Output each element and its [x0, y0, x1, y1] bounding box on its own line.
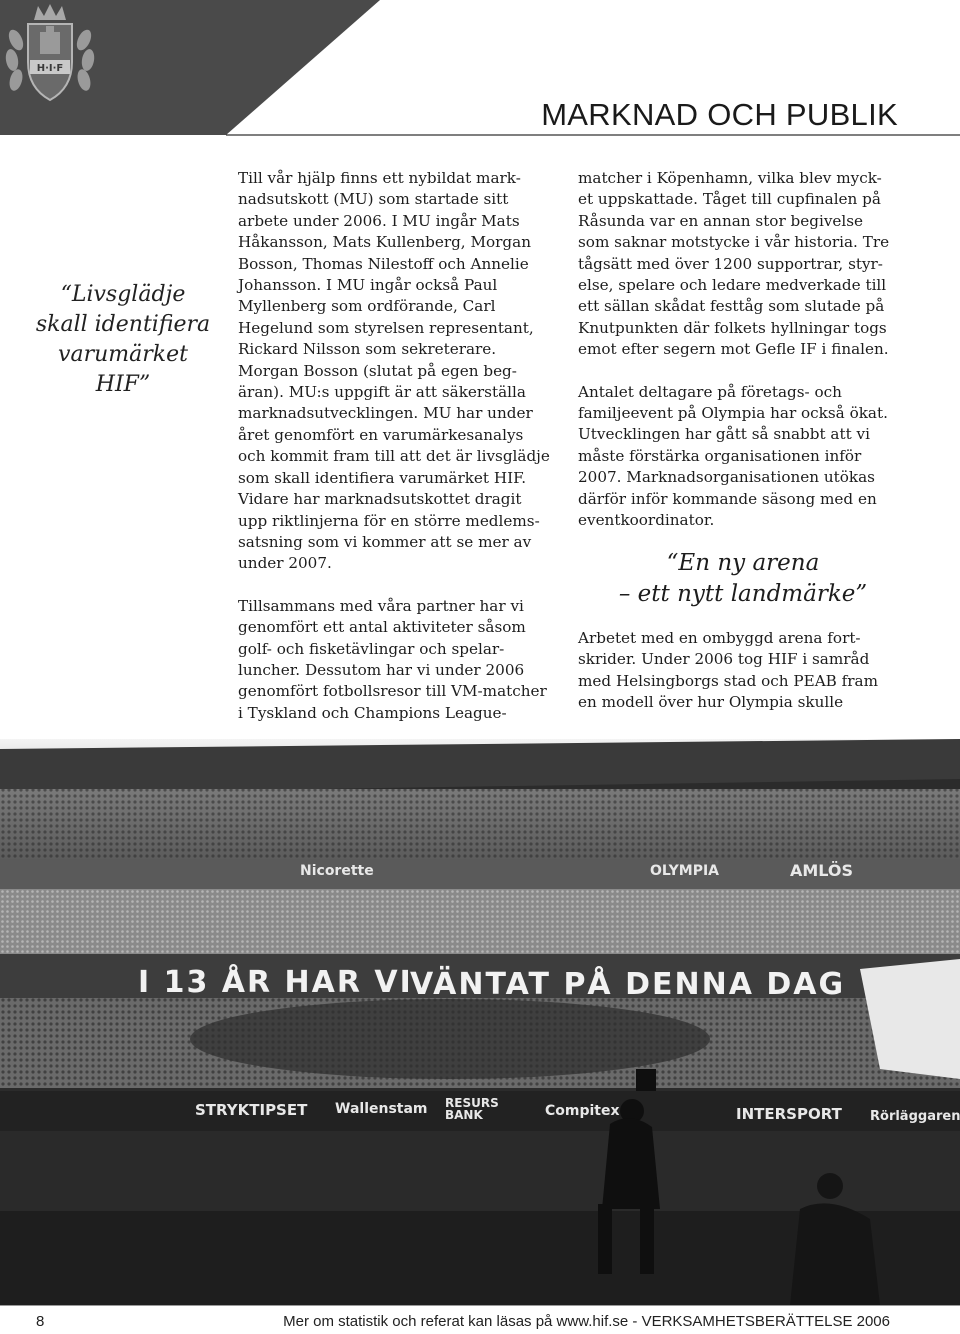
ad-board: STRYKTIPSET — [195, 1101, 308, 1119]
body-paragraph — [238, 596, 568, 724]
text-line: under 2007. — [238, 554, 332, 573]
text-line: Tillsammans med våra partner har vi — [238, 596, 524, 615]
ad-board: INTERSPORT — [736, 1105, 842, 1123]
svg-text:H·I·F: H·I·F — [36, 63, 64, 74]
footer-divider — [0, 1305, 960, 1306]
text-line: Till vår hjälp finns ett nybildat mark- — [238, 169, 521, 187]
text-line: därför inför kommande säsong med en — [578, 489, 877, 508]
text-line: Utvecklingen har gått så snabbt att vi — [578, 425, 870, 444]
text-line: nadsutskott (MU) som startade sitt — [238, 190, 509, 209]
text-line: som skall identifiera varumärket HIF. — [238, 468, 527, 487]
text-line: golf- och fisketävlingar och spelar- — [238, 639, 505, 658]
ad-board: OLYMPIA — [650, 863, 720, 879]
body-paragraph — [578, 168, 908, 361]
stadium-photo — [0, 739, 960, 1305]
text-line: en modell över hur Olympia skulle — [578, 693, 844, 712]
text-line: Arbetet med en ombyggd arena fort- — [578, 629, 861, 647]
club-crest-icon — [0, 0, 100, 112]
ad-board: AMLÖS — [790, 861, 854, 880]
text-line: och kommit fram till att det är livsglädje — [238, 447, 550, 466]
text-line: tågsätt med över 1200 supportrar, styr- — [578, 254, 883, 273]
text-line: satsning som vi kommer att se mer av — [238, 532, 532, 551]
body-paragraph — [578, 628, 908, 714]
text-line: luncher. Dessutom har vi under 2006 — [238, 660, 525, 679]
pull-quote-line: varumärket — [58, 342, 188, 367]
tifo-banner-right: VÄNTAT PÅ DENNA DAG — [410, 967, 846, 1002]
text-line: i Tyskland och Champions League- — [238, 703, 507, 722]
text-line: upp riktlinjerna för en större medlems- — [238, 511, 540, 530]
text-line: Vidare har marknadsutskottet dragit — [238, 490, 522, 509]
text-line: ett sällan skådat festtåg som slutade på — [578, 297, 885, 316]
text-line: Myllenberg som ordförande, Carl — [238, 297, 496, 316]
ad-board: RESURS BANK — [445, 1096, 499, 1122]
text-line: arbete under 2006. I MU ingår Mats — [238, 211, 520, 230]
text-line: äran). MU:s uppgift är att säkerställa — [238, 383, 526, 402]
body-paragraph — [578, 382, 908, 532]
ad-board: Wallenstam — [335, 1101, 428, 1117]
text-line: Knutpunkten där folkets hyllningar togs — [578, 318, 887, 337]
text-line: Bosson, Thomas Nilestoff och Annelie — [238, 254, 529, 273]
text-line: Håkansson, Mats Kullenberg, Morgan — [238, 233, 531, 252]
text-line: Rickard Nilsson som sekreterare. — [238, 340, 497, 359]
text-column-right — [578, 168, 908, 532]
text-column-left — [238, 168, 568, 724]
ad-board: Rörläggaren — [870, 1109, 960, 1124]
text-line: genomfört ett antal aktiviteter såsom — [238, 618, 526, 637]
text-line: Hegelund som styrelsen representant, — [238, 318, 534, 337]
text-line: Råsunda var en annan stor begivelse — [578, 211, 864, 230]
pull-quote-left — [28, 280, 218, 400]
text-line: et uppskattade. Tåget till cupfinalen på — [578, 190, 881, 209]
text-line: emot efter segern mot Gefle IF i finalen. — [578, 340, 889, 359]
text-line: genomfört fotbollsresor till VM-matcher — [238, 682, 547, 701]
ad-board: Nicorette — [300, 863, 374, 879]
text-line: Johansson. I MU ingår också Paul — [238, 276, 498, 295]
pull-quote-line: “En ny arena — [666, 550, 820, 576]
header-band — [0, 0, 960, 152]
pull-quote-right — [578, 548, 908, 610]
pull-quote-line: “Livsglädje — [60, 282, 186, 307]
text-line: 2007. Marknadsorganisationen utökas — [578, 468, 875, 487]
text-line: som saknar motstycke i vår historia. Tre — [578, 233, 890, 252]
text-line: Antalet deltagare på företags- och — [578, 382, 842, 401]
text-line: Morgan Bosson (slutat på egen beg- — [238, 361, 517, 380]
text-line: matcher i Köpenhamn, vilka blev myck- — [578, 169, 882, 187]
footer-text: Mer om statistik och referat kan läsas på www.hif.se - VERKSAMHETSBERÄTTELSE 2006 — [283, 1313, 890, 1330]
text-line: else, spelare och ledare medverkade till — [578, 276, 887, 295]
ad-board: Compitex — [545, 1103, 620, 1119]
pull-quote-line: – ett nytt landmärke” — [618, 581, 868, 607]
text-line: skrider. Under 2006 tog HIF i samråd — [578, 650, 870, 669]
text-line: marknadsutvecklingen. MU har under — [238, 404, 533, 423]
text-line: eventkoordinator. — [578, 511, 715, 530]
text-line: med Helsingborgs stad och PEAB fram — [578, 671, 879, 690]
tifo-banner-left: I 13 ÅR HAR VI — [138, 965, 413, 1000]
text-line: året genomfört en varumärkesanalys — [238, 425, 524, 444]
text-line: måste förstärka organisationen inför — [578, 446, 862, 465]
text-column-right-bottom — [578, 628, 908, 714]
page-number: 8 — [36, 1313, 45, 1330]
section-title: MARKNAD OCH PUBLIK — [541, 97, 898, 132]
text-line: familjeevent på Olympia har också ökat. — [578, 404, 888, 423]
pull-quote-line: skall identifiera — [35, 312, 211, 337]
body-paragraph — [238, 168, 568, 575]
pull-quote-line: HIF” — [95, 372, 151, 397]
stadium-illustration — [0, 739, 960, 1305]
